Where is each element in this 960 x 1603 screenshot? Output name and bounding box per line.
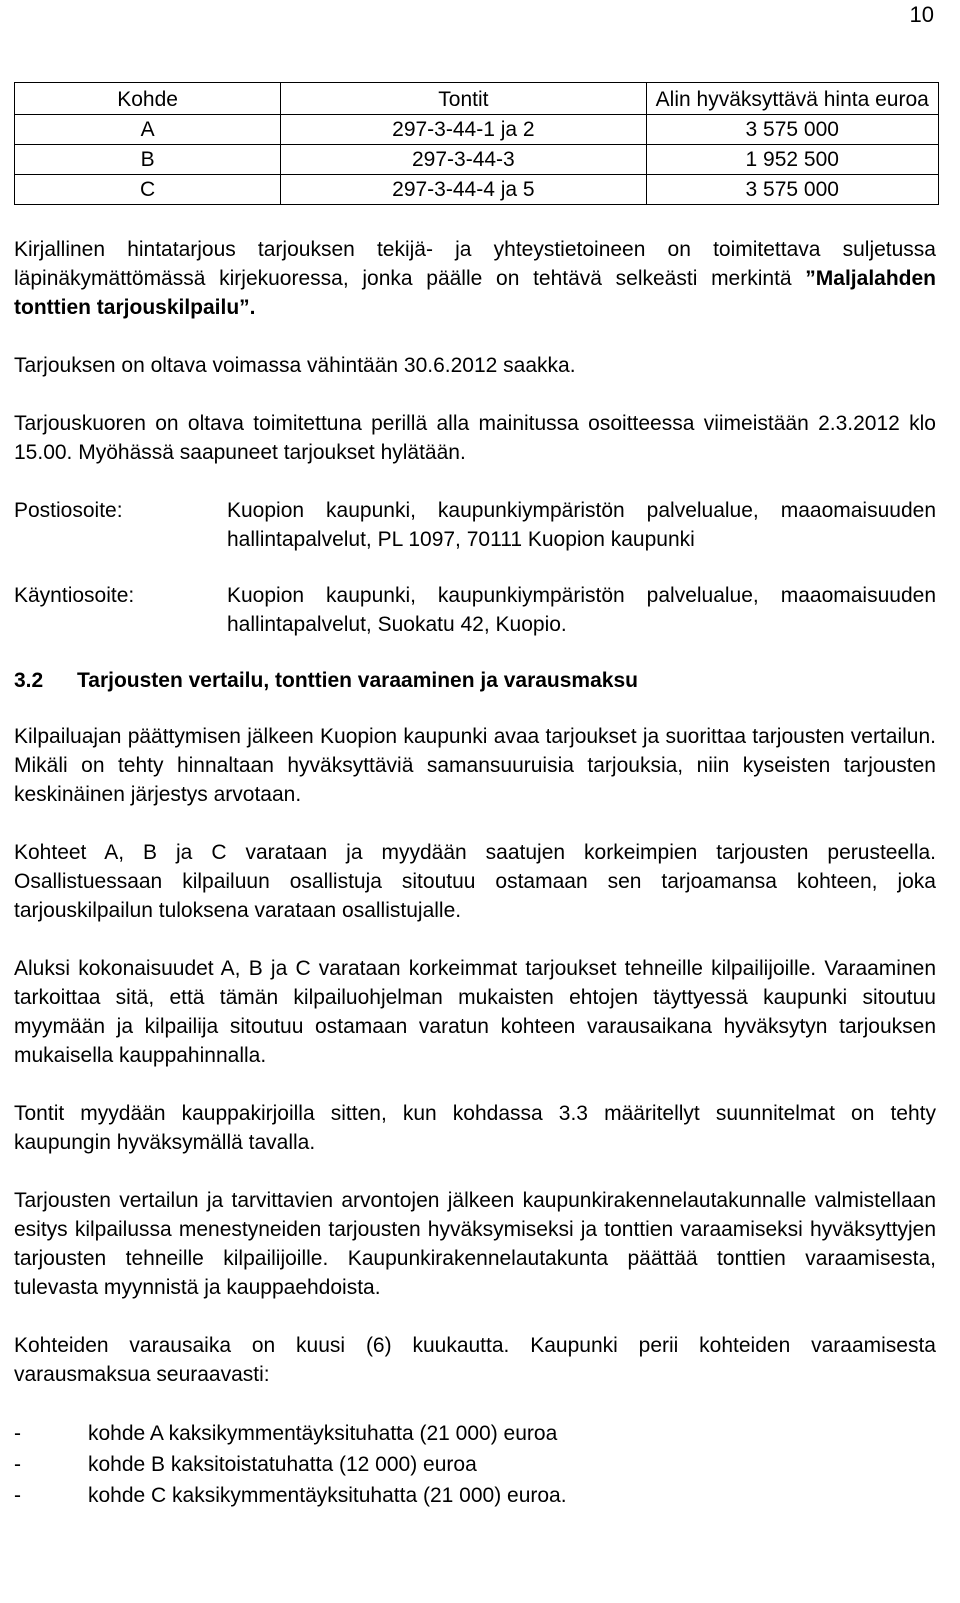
table-cell: 1 952 500 <box>646 145 938 175</box>
table-header-row <box>15 83 939 115</box>
section-title: Tarjousten vertailu, tonttien varaaminen ja varausmaksu <box>77 669 638 692</box>
list-item <box>14 1480 936 1511</box>
list-item-text: kohde B kaksitoistatuhatta (12 000) euroa <box>88 1453 477 1476</box>
page-number: 10 <box>909 2 934 27</box>
table-cell: 3 575 000 <box>646 115 938 145</box>
paragraph-text: Kirjallinen hintatarjous tarjouksen tekijä- ja yhteystietoineen on toimitettava suljetussa läpinäkymättömässä kirjekuoressa, jonka päälle on tehtävä selkeästi merkintä <box>14 238 936 290</box>
address-label: Käyntiosoite: <box>14 584 135 607</box>
list-item <box>14 1449 936 1480</box>
list-item <box>14 1418 936 1449</box>
table-cell: A <box>15 115 281 145</box>
table-header-cell: Tontit <box>281 83 646 115</box>
paragraph: Aluksi kokonaisuudet A, B ja C varataan korkeimmat tarjoukset tehneille kilpailijoille. Varaaminen tarkoittaa sitä, että tämän kilpailuohjelman mukaisten ehtojen täyttyessä kaupunki sitoutuu myymään ja kilpailija sitoutuu ostamaan varatun kohteen varausaikana hyväksytyn tarjouksen mukaisella kauppahinnalla. <box>14 957 936 1067</box>
address-value: Kuopion kaupunki, kaupunkiympäristön palvelualue, maaomaisuuden hallintapalvelut, PL 1097, 70111 Kuopion kaupunki <box>227 499 936 551</box>
table-cell: 297-3-44-3 <box>281 145 646 175</box>
table-cell: B <box>15 145 281 175</box>
paragraph: Tarjousten vertailun ja tarvittavien arvontojen jälkeen kaupunkirakennelautakunnalle valmistellaan esitys kilpailussa menestyneiden tarjousten hyväksymiseksi ja tonttien varaamiseksi hyväksyttyjen tarjousten tehneille kilpailijoille. Kaupunkirakennelautakunta päättää tonttien varaamisesta, tulevasta myynnistä ja kauppaehdoista. <box>14 1189 936 1299</box>
list-item-text: kohde C kaksikymmentäyksituhatta (21 000) euroa. <box>88 1484 567 1507</box>
paragraph: Tontit myydään kauppakirjoilla sitten, kun kohdassa 3.3 määritellyt suunnitelmat on tehty kaupungin hyväksymällä tavalla. <box>14 1102 936 1154</box>
document-body <box>14 82 936 1511</box>
paragraph-submission <box>14 235 936 322</box>
fee-list <box>14 1418 936 1511</box>
list-dash: - <box>14 1484 21 1507</box>
list-dash: - <box>14 1453 21 1476</box>
table-row <box>15 145 939 175</box>
paragraph-validity: Tarjouksen on oltava voimassa vähintään 30.6.2012 saakka. <box>14 354 576 377</box>
address-value: Kuopion kaupunki, kaupunkiympäristön palvelualue, maaomaisuuden hallintapalvelut, Suokatu 42, Kuopio. <box>227 584 936 636</box>
paragraph: Kohteiden varausaika on kuusi (6) kuukautta. Kaupunki perii kohteiden varaamisesta varausmaksua seuraavasti: <box>14 1334 936 1386</box>
section-number: 3.2 <box>14 669 44 692</box>
table-cell: 297-3-44-1 ja 2 <box>281 115 646 145</box>
table-cell: C <box>15 175 281 205</box>
envelope-marking: ”Maljalahden tonttien tarjouskilpailu”. <box>14 267 936 319</box>
table-header-cell: Kohde <box>15 83 281 115</box>
paragraph: Kohteet A, B ja C varataan ja myydään saatujen korkeimpien tarjousten perusteella. Osallistuessaan kilpailuun osallistuja sitoutuu ostamaan sen tarjoamansa kohteen, joka tarjouskilpailun tuloksena varataan osallistujalle. <box>14 841 936 922</box>
list-dash: - <box>14 1422 21 1445</box>
table-cell: 3 575 000 <box>646 175 938 205</box>
table-row <box>15 115 939 145</box>
table-header-cell: Alin hyväksyttävä hinta euroa <box>646 83 938 115</box>
address-label: Postiosoite: <box>14 499 123 522</box>
paragraph-deadline: Tarjouskuoren on oltava toimitettuna perillä alla mainitussa osoitteessa viimeistään 2.3.2012 klo 15.00. Myöhässä saapuneet tarjoukset hylätään. <box>14 412 936 464</box>
paragraph: Kilpailuajan päättymisen jälkeen Kuopion kaupunki avaa tarjoukset ja suorittaa tarjousten vertailun. Mikäli on tehty hinnaltaan hyväksyttäviä samansuuruisia tarjouksia, niin kyseisten tarjousten keskinäinen järjestys arvotaan. <box>14 725 936 806</box>
table-row <box>15 175 939 205</box>
postal-address <box>14 496 936 554</box>
list-item-text: kohde A kaksikymmentäyksituhatta (21 000) euroa <box>88 1422 558 1445</box>
lots-table <box>14 82 939 205</box>
section-heading <box>14 666 936 695</box>
visiting-address <box>14 581 936 639</box>
table-cell: 297-3-44-4 ja 5 <box>281 175 646 205</box>
